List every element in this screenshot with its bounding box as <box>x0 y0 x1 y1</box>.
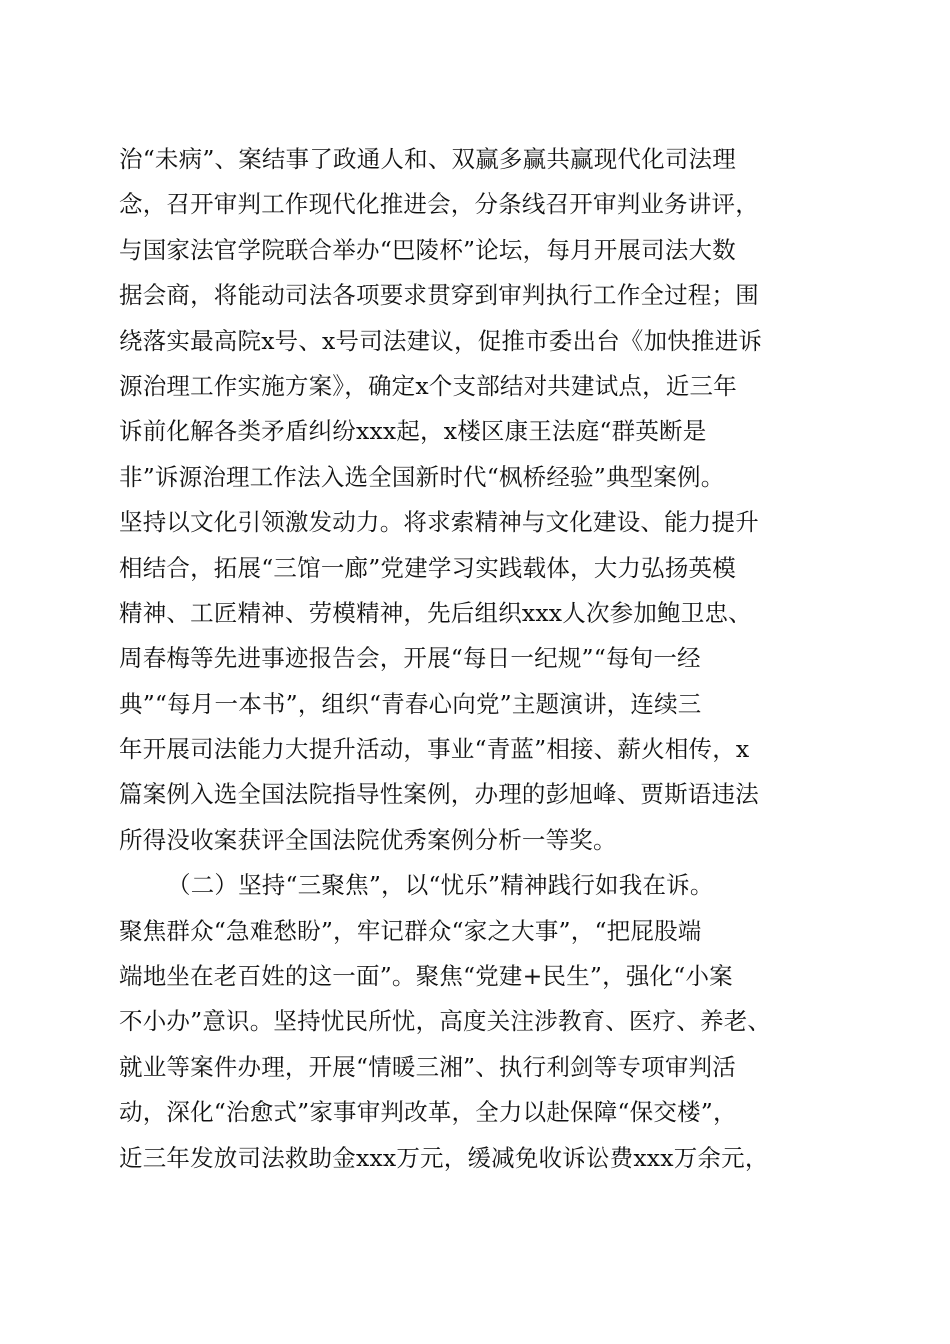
text-line: 典”“每月一本书”，组织“青春心向党”主题演讲，连续三 <box>119 689 702 718</box>
text-line: 相结合，拓展“三馆一廊”党建学习实践载体，大力弘扬英模 <box>119 553 736 582</box>
text-line: 绕落实最高院x号、x号司法建议，促推市委出台《加快推进诉 <box>119 326 763 355</box>
text-line: 坚持以文化引领激发动力。将求索精神与文化建设、能力提升 <box>119 508 759 537</box>
text-line: 源治理工作实施方案》，确定x个支部结对共建试点，近三年 <box>119 371 737 400</box>
text-line: 据会商，将能动司法各项要求贯穿到审判执行工作全过程；围 <box>119 281 759 310</box>
text-line: 聚焦群众“急难愁盼”，牢记群众“家之大事”，“把屁股端 <box>119 916 702 945</box>
text-line: 与国家法官学院联合举办“巴陵杯”论坛，每月开展司法大数 <box>119 235 736 264</box>
text-line: 治“未病”、案结事了政通人和、双赢多赢共赢现代化司法理 <box>119 145 736 173</box>
text-line: 精神、工匠精神、劳模精神，先后组织xxx人次参加鲍卫忠、 <box>119 598 752 627</box>
text-line: 所得没收案获评全国法院优秀案例分析一等奖。 <box>119 825 617 854</box>
text-line: 念，召开审判工作现代化推进会，分条线召开审判业务讲评， <box>119 190 759 219</box>
text-line: 非”诉源治理工作法入选全国新时代“枫桥经验”典型案例。 <box>119 462 725 491</box>
body-text <box>119 137 839 1181</box>
text-line: 动，深化“治愈式”家事审判改革，全力以赴保障“保交楼”， <box>119 1098 737 1127</box>
text-line: 周春梅等先进事迹报告会，开展“每日一纪规”“每旬一经 <box>119 644 701 673</box>
text-line: 近三年发放司法救助金xxx万元，缓减免收诉讼费xxx万余元， <box>119 1143 769 1172</box>
text-line: 就业等案件办理，开展“情暖三湘”、执行利剑等专项审判活 <box>119 1052 736 1081</box>
text-line: 不小办”意识。坚持忧民所忧，高度关注涉教育、医疗、养老、 <box>119 1007 772 1036</box>
section-heading: （二）坚持“三聚焦”，以“忧乐”精神践行如我在诉。 <box>167 871 714 900</box>
text-line: 篇案例入选全国法院指导性案例，办理的彭旭峰、贾斯语违法 <box>119 780 759 809</box>
text-line: 诉前化解各类矛盾纠纷xxx起，x楼区康王法庭“群英断是 <box>119 417 707 446</box>
text-line: 年开展司法能力大提升活动，事业“青蓝”相接、薪火相传，x <box>119 735 750 764</box>
text-line: 端地坐在老百姓的这一面”。聚焦“党建+民生”，强化“小案 <box>119 962 733 991</box>
